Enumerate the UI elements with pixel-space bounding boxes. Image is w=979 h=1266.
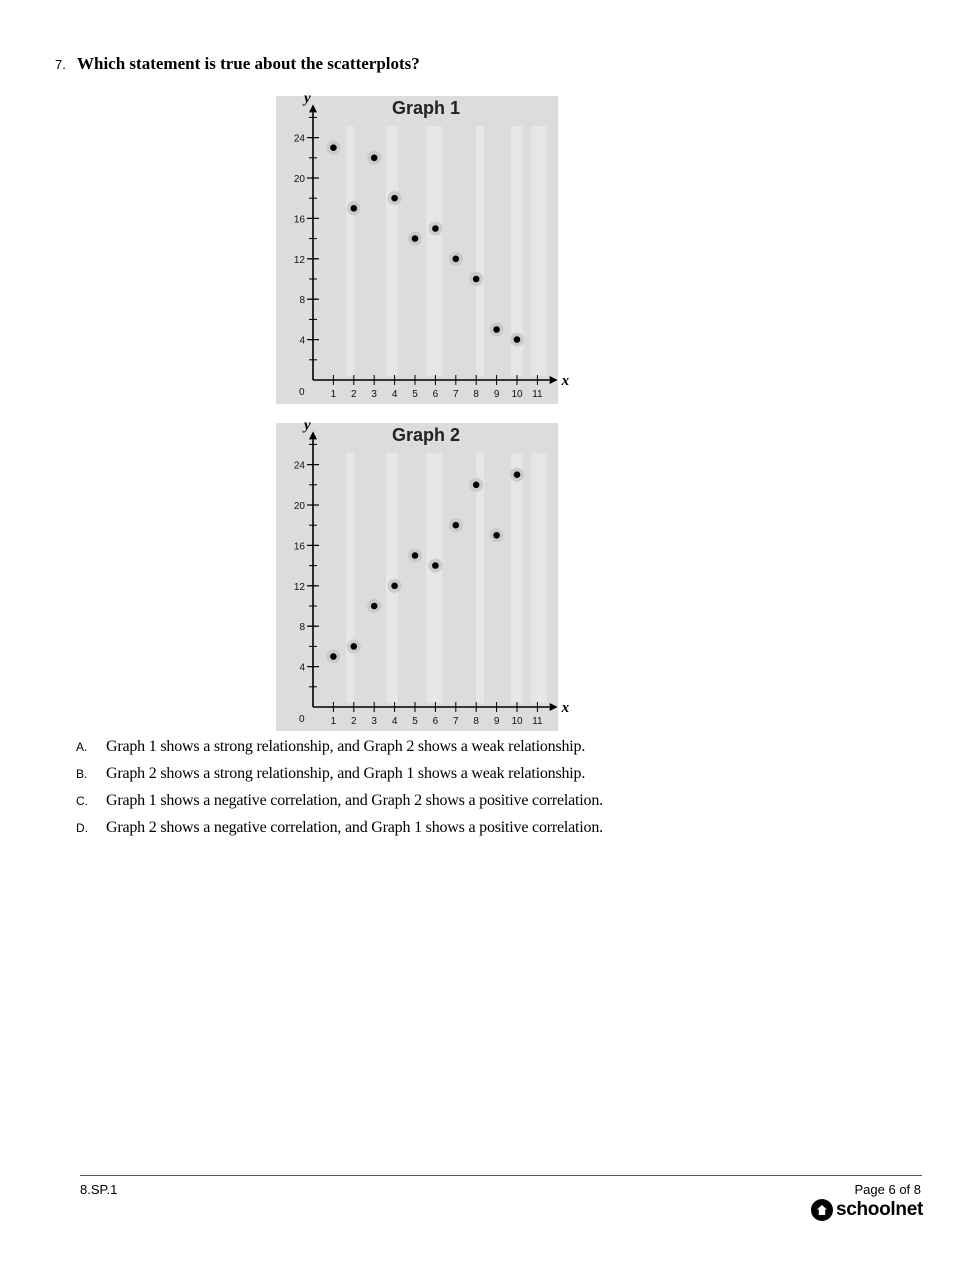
data-point bbox=[351, 643, 358, 650]
x-tick-label: 3 bbox=[371, 716, 377, 727]
chart-title: Graph 1 bbox=[391, 98, 461, 118]
y-tick-label: 24 bbox=[293, 460, 305, 472]
x-tick-label: 1 bbox=[330, 389, 337, 400]
x-tick-label: 2 bbox=[351, 716, 357, 727]
y-tick-label: 16 bbox=[293, 541, 305, 553]
choice-text: Graph 1 shows a negative correlation, and Graph 2 shows a positive correlation. bbox=[106, 792, 603, 809]
choice-text: Graph 2 shows a negative correlation, and Graph 1 shows a positive correlation. bbox=[106, 819, 603, 836]
y-tick-label: 12 bbox=[293, 581, 305, 593]
graph-2 bbox=[276, 417, 570, 731]
choice-text: Graph 2 shows a strong relationship, and Graph 1 shows a weak relationship. bbox=[106, 765, 586, 782]
x-tick-label: 1 bbox=[330, 716, 337, 727]
x-tick-label: 4 bbox=[391, 716, 398, 727]
data-point bbox=[351, 205, 358, 212]
data-point bbox=[391, 583, 398, 590]
x-tick-label: 9 bbox=[493, 716, 500, 727]
choice-letter: B. bbox=[76, 767, 88, 781]
x-tick-label: 6 bbox=[432, 389, 439, 400]
background-streak bbox=[531, 126, 547, 376]
x-tick-label: 8 bbox=[473, 389, 479, 400]
scatterplot-1 bbox=[276, 90, 570, 404]
choice-d[interactable] bbox=[76, 819, 603, 846]
data-point bbox=[371, 155, 378, 162]
data-point bbox=[412, 235, 419, 242]
y-tick-label: 24 bbox=[293, 133, 305, 145]
x-tick-label: 10 bbox=[511, 389, 523, 400]
data-point bbox=[330, 653, 337, 660]
chart-title: Graph 2 bbox=[391, 425, 461, 445]
y-tick-label: 16 bbox=[293, 214, 305, 226]
origin-label: 0 bbox=[299, 387, 305, 398]
y-tick-label: 8 bbox=[299, 622, 305, 634]
data-point bbox=[514, 336, 521, 343]
y-axis-label: y bbox=[304, 90, 311, 107]
background-streak bbox=[346, 453, 354, 703]
x-tick-label: 5 bbox=[412, 716, 418, 727]
data-point bbox=[432, 562, 439, 569]
schoolnet-logo bbox=[811, 1199, 923, 1221]
data-point bbox=[493, 326, 500, 333]
choice-b[interactable] bbox=[76, 765, 603, 792]
x-axis-label: x bbox=[561, 700, 570, 716]
background-streak bbox=[346, 126, 354, 376]
data-point bbox=[371, 603, 378, 610]
answer-choices bbox=[76, 738, 603, 846]
background-streak bbox=[531, 453, 547, 703]
x-tick-label: 3 bbox=[371, 389, 377, 400]
background-streak bbox=[386, 126, 398, 376]
x-tick-label: 11 bbox=[532, 389, 543, 400]
choice-c[interactable] bbox=[76, 792, 603, 819]
question-text: Which statement is true about the scatterplots? bbox=[77, 54, 420, 73]
y-tick-label: 4 bbox=[299, 662, 305, 674]
x-tick-label: 9 bbox=[493, 389, 500, 400]
data-point bbox=[493, 532, 500, 539]
choice-letter: A. bbox=[76, 740, 88, 754]
x-tick-label: 10 bbox=[511, 716, 523, 727]
data-point bbox=[432, 225, 439, 232]
footer-divider bbox=[80, 1175, 922, 1176]
choice-letter: D. bbox=[76, 821, 88, 835]
data-point bbox=[330, 144, 337, 151]
data-point bbox=[412, 552, 419, 559]
choice-letter: C. bbox=[76, 794, 88, 808]
choice-text: Graph 1 shows a strong relationship, and Graph 2 shows a weak relationship. bbox=[106, 738, 586, 755]
page-indicator: Page 6 of 8 bbox=[854, 1182, 921, 1197]
question bbox=[55, 54, 420, 74]
x-tick-label: 8 bbox=[473, 716, 479, 727]
background-streak bbox=[476, 126, 484, 376]
x-tick-label: 11 bbox=[532, 716, 543, 727]
house-icon bbox=[811, 1199, 833, 1221]
data-point bbox=[453, 522, 460, 529]
y-tick-label: 20 bbox=[293, 501, 305, 512]
data-point bbox=[391, 195, 398, 202]
background-streak bbox=[511, 453, 523, 703]
data-point bbox=[473, 482, 480, 489]
x-tick-label: 2 bbox=[351, 389, 357, 400]
x-tick-label: 5 bbox=[412, 389, 418, 400]
y-tick-label: 12 bbox=[293, 254, 305, 266]
y-tick-label: 8 bbox=[299, 295, 305, 307]
y-axis-label: y bbox=[304, 417, 311, 434]
y-tick-label: 4 bbox=[299, 335, 305, 347]
standard-code: 8.SP.1 bbox=[80, 1182, 118, 1197]
choice-a[interactable] bbox=[76, 738, 603, 765]
question-number: 7. bbox=[55, 57, 66, 72]
background-streak bbox=[426, 126, 442, 376]
x-axis-label: x bbox=[561, 373, 570, 389]
x-tick-label: 4 bbox=[391, 389, 398, 400]
x-tick-label: 6 bbox=[432, 716, 439, 727]
data-point bbox=[453, 256, 460, 263]
y-tick-label: 20 bbox=[293, 174, 305, 185]
graph-1 bbox=[276, 90, 570, 404]
x-tick-label: 7 bbox=[453, 716, 459, 727]
data-point bbox=[514, 471, 521, 478]
scatterplot-2 bbox=[276, 417, 570, 731]
background-streak bbox=[426, 453, 442, 703]
logo-text: schoolnet bbox=[835, 1199, 923, 1220]
x-tick-label: 7 bbox=[453, 389, 459, 400]
origin-label: 0 bbox=[299, 714, 305, 725]
background-streak bbox=[386, 453, 398, 703]
data-point bbox=[473, 276, 480, 283]
